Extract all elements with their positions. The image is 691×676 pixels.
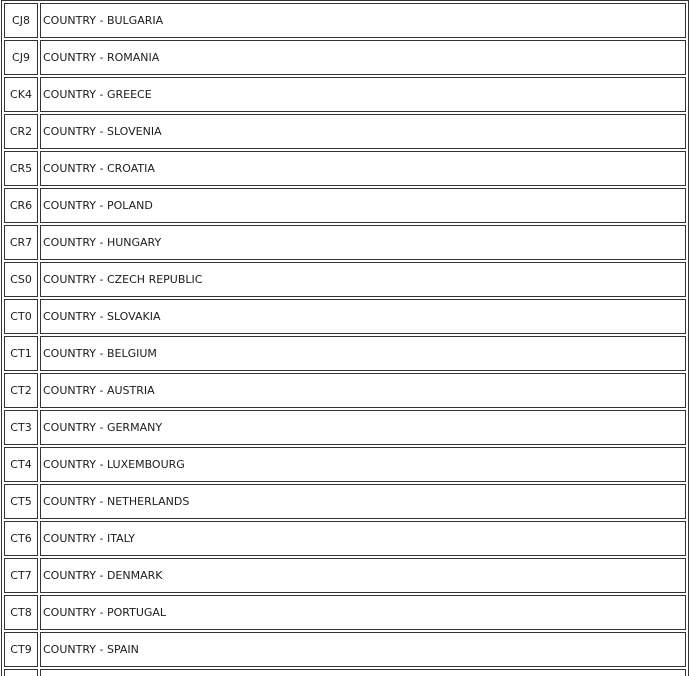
country-label-cell: COUNTRY - AUSTRIA (40, 373, 686, 408)
country-label-cell: COUNTRY - CROATIA (40, 151, 686, 186)
country-label-cell: COUNTRY - HUNGARY (40, 225, 686, 260)
table-row (4, 484, 686, 519)
country-code-cell: CS0 (4, 262, 38, 297)
country-code-cell: CT0 (4, 299, 38, 334)
country-code-table (1, 0, 689, 676)
country-code-cell: CK4 (4, 77, 38, 112)
table-row (4, 262, 686, 297)
table-row (4, 521, 686, 556)
country-label-cell: COUNTRY - CZECH REPUBLIC (40, 262, 686, 297)
country-code-cell: CT9 (4, 632, 38, 667)
country-code-cell: CR2 (4, 114, 38, 149)
table-row (4, 225, 686, 260)
country-label-cell: COUNTRY - PORTUGAL (40, 595, 686, 630)
table-row-partial (4, 669, 686, 676)
table-row (4, 410, 686, 445)
country-code-cell: CT8 (4, 595, 38, 630)
table-row (4, 188, 686, 223)
country-code-cell: CJ9 (4, 40, 38, 75)
table-row (4, 77, 686, 112)
country-code-cell: CT6 (4, 521, 38, 556)
table-row (4, 558, 686, 593)
table-row (4, 40, 686, 75)
country-code-cell: CT4 (4, 447, 38, 482)
country-label-cell: COUNTRY - LUXEMBOURG (40, 447, 686, 482)
table-row (4, 373, 686, 408)
table-row (4, 595, 686, 630)
country-code-cell: CT1 (4, 336, 38, 371)
table-row (4, 447, 686, 482)
country-label-cell: COUNTRY - SPAIN (40, 632, 686, 667)
table-row (4, 3, 686, 38)
country-code-cell: CT2 (4, 373, 38, 408)
country-label-cell: COUNTRY - SLOVENIA (40, 114, 686, 149)
country-label-cell: COUNTRY - NETHERLANDS (40, 484, 686, 519)
country-label-cell: COUNTRY - SLOVAKIA (40, 299, 686, 334)
table-row (4, 632, 686, 667)
country-code-cell: CJ8 (4, 3, 38, 38)
country-label-cell: COUNTRY - BULGARIA (40, 3, 686, 38)
country-label-cell (40, 669, 686, 676)
table-row (4, 299, 686, 334)
country-label-cell: COUNTRY - BELGIUM (40, 336, 686, 371)
country-code-cell: CR6 (4, 188, 38, 223)
country-code-cell: CR5 (4, 151, 38, 186)
country-code-cell: CT3 (4, 410, 38, 445)
table-row (4, 114, 686, 149)
table-row (4, 336, 686, 371)
table-body (4, 3, 686, 676)
country-code-cell: CT7 (4, 558, 38, 593)
country-code-cell (4, 669, 38, 676)
country-code-cell: CR7 (4, 225, 38, 260)
country-label-cell: COUNTRY - GREECE (40, 77, 686, 112)
country-label-cell: COUNTRY - GERMANY (40, 410, 686, 445)
country-label-cell: COUNTRY - POLAND (40, 188, 686, 223)
country-code-cell: CT5 (4, 484, 38, 519)
country-label-cell: COUNTRY - ROMANIA (40, 40, 686, 75)
country-label-cell: COUNTRY - ITALY (40, 521, 686, 556)
country-label-cell: COUNTRY - DENMARK (40, 558, 686, 593)
table-row (4, 151, 686, 186)
